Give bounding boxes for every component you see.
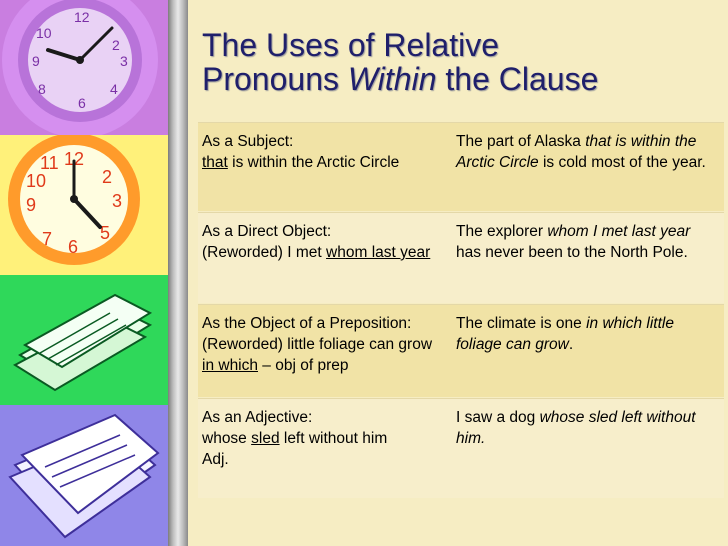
usage-heading: As the Object of a Preposition: <box>202 315 412 332</box>
purple-clock-image <box>0 0 168 135</box>
underlined-pronoun: in which <box>202 357 258 374</box>
svg-text:6: 6 <box>78 95 86 111</box>
usage-heading: As a Direct Object: <box>202 223 332 240</box>
usage-text: (Reworded) I met <box>202 244 327 261</box>
svg-text:3: 3 <box>120 53 128 69</box>
example-sentence-cell <box>456 313 718 355</box>
sentence-text: is cold most of the year. <box>538 154 706 171</box>
svg-text:6: 6 <box>68 237 79 257</box>
green-papers-image <box>0 275 168 405</box>
usage-example <box>202 242 442 263</box>
sentence-text: . <box>568 336 574 353</box>
relative-pronoun-table <box>198 122 724 497</box>
sentence-text: I saw a dog <box>456 409 540 426</box>
usage-heading: As an Adjective: <box>202 409 313 426</box>
table-row <box>198 212 724 303</box>
sentence-text: The explorer <box>456 223 548 240</box>
purple-papers-image <box>0 405 168 546</box>
usage-cell <box>202 407 442 470</box>
table-row <box>198 122 724 211</box>
svg-text:10: 10 <box>26 171 47 191</box>
svg-text:7: 7 <box>42 229 53 249</box>
sentence-text: The climate is one <box>456 315 587 332</box>
svg-text:12: 12 <box>64 149 85 169</box>
svg-text:2: 2 <box>102 167 113 187</box>
title-text: the Clause <box>436 61 599 97</box>
usage-cell <box>202 131 442 173</box>
svg-text:8: 8 <box>38 81 46 97</box>
example-sentence-cell <box>456 221 718 263</box>
sentence-text: has never been to the North Pole. <box>456 244 688 261</box>
usage-heading: As a Subject: <box>202 133 294 150</box>
svg-text:5: 5 <box>100 223 111 243</box>
relative-clause: whose sled left without him. <box>456 409 696 447</box>
relative-clause: whom I met last year <box>547 223 691 240</box>
svg-text:11: 11 <box>40 153 59 173</box>
svg-text:9: 9 <box>26 195 37 215</box>
sentence-text: The part of Alaska <box>456 133 586 150</box>
usage-text: (Reworded) little foliage can grow <box>202 336 433 353</box>
title-line-1: The Uses of Relative <box>202 27 500 63</box>
usage-example <box>202 152 442 173</box>
svg-text:4: 4 <box>110 81 118 97</box>
underlined-word: sled <box>251 430 280 447</box>
papers-icon <box>0 405 168 546</box>
title-line-2 <box>202 62 722 96</box>
usage-cell <box>202 221 442 263</box>
usage-text: is within the Arctic Circle <box>227 154 400 171</box>
usage-cell <box>202 313 442 376</box>
usage-example <box>202 334 442 376</box>
orange-clock-image <box>0 135 168 275</box>
clock-icon <box>0 0 168 135</box>
usage-example <box>202 428 442 449</box>
example-sentence-cell <box>456 407 718 449</box>
table-row <box>198 398 724 498</box>
relative-clause: in which little foliage can grow <box>456 315 674 353</box>
svg-text:3: 3 <box>112 191 123 211</box>
title-text: Pronouns <box>202 61 348 97</box>
papers-icon <box>0 275 168 405</box>
usage-text: – obj of prep <box>258 357 349 374</box>
svg-text:9: 9 <box>32 53 40 69</box>
usage-note: Adj. <box>202 451 229 468</box>
usage-text: left without him <box>279 430 388 447</box>
svg-text:10: 10 <box>36 25 52 41</box>
example-sentence-cell <box>456 131 718 173</box>
clock-icon <box>0 135 168 275</box>
svg-text:12: 12 <box>74 9 90 25</box>
underlined-pronoun: whom last year <box>326 244 431 261</box>
decorative-image-strip <box>0 0 168 546</box>
vertical-divider <box>168 0 188 546</box>
usage-text: whose <box>202 430 252 447</box>
slide-title <box>202 28 722 96</box>
svg-text:2: 2 <box>112 37 120 53</box>
underlined-pronoun: that <box>202 154 228 171</box>
table-row <box>198 304 724 397</box>
title-emphasis: Within <box>347 61 437 97</box>
relative-clause: that is within the Arctic Circle <box>456 133 697 171</box>
